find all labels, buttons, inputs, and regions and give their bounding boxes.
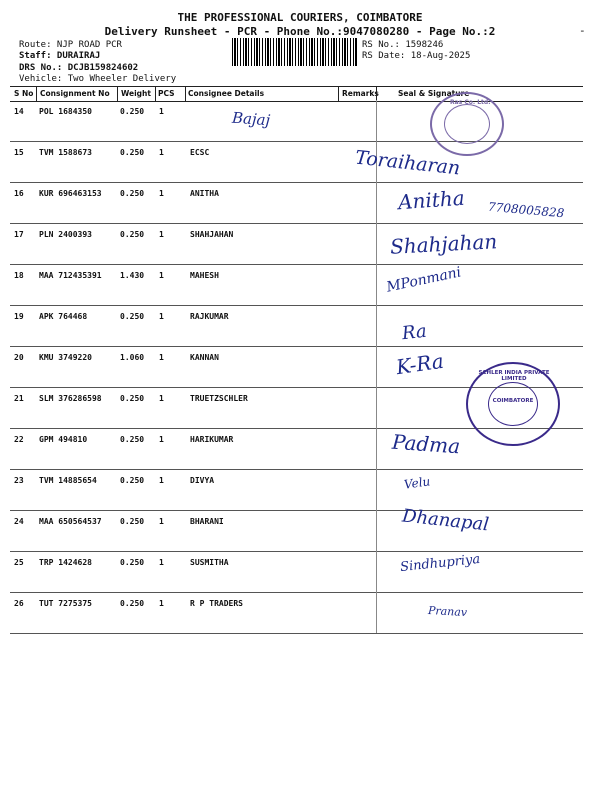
row-weight: 0.250	[120, 476, 145, 485]
barcode	[232, 38, 357, 66]
row-consignment-no: PLN 2400393	[39, 230, 92, 239]
stamp2-text: SCHLER INDIA PRIVATE LIMITED	[478, 370, 550, 382]
row-consignment-no: POL 1684350	[39, 107, 92, 116]
row-weight: 0.250	[120, 435, 145, 444]
signature-row14: Bajaj	[231, 108, 271, 130]
row-weight: 0.250	[120, 312, 145, 321]
signature-row24: Dhanapal	[401, 505, 490, 536]
row-consignee: SUSMITHA	[190, 558, 229, 567]
col-sno: S No	[14, 89, 34, 98]
row-weight: 0.250	[120, 107, 145, 116]
route-label: Route: NJP ROAD PCR	[19, 40, 122, 50]
drs-label: DRS No.: DCJB159824602	[19, 63, 139, 73]
seal-column-divider	[376, 100, 377, 633]
col-consignment: Consignment No	[40, 89, 110, 98]
table-row	[10, 469, 583, 511]
runsheet-subtitle: Delivery Runsheet - PCR - Phone No.:9047080280 - Page No.:2	[104, 25, 496, 38]
row-consignee: DIVYA	[190, 476, 215, 485]
row-consignment-no: TVM 1588673	[39, 148, 92, 157]
table-row	[10, 264, 583, 306]
row-pcs: 1	[159, 107, 164, 116]
row-consignee: SHAHJAHAN	[190, 230, 234, 239]
signature-row20: K-Ra	[394, 348, 446, 380]
stamp1-text: Ras Co. Ltd.	[450, 99, 491, 106]
row-sno: 26	[14, 599, 24, 608]
company-title: THE PROFESSIONAL COURIERS, COIMBATORE	[177, 11, 423, 24]
row-consignee: ECSC	[190, 148, 210, 157]
row-sno: 19	[14, 312, 24, 321]
row-sno: 24	[14, 517, 24, 526]
row-pcs: 1	[159, 394, 164, 403]
row-weight: 0.250	[120, 517, 145, 526]
row-pcs: 1	[159, 271, 164, 280]
row-pcs: 1	[159, 558, 164, 567]
row-consignment-no: SLM 376286598	[39, 394, 102, 403]
col-pcs: PCS	[158, 89, 175, 98]
company-stamp-1	[430, 92, 504, 156]
row-consignee: MAHESH	[190, 271, 219, 280]
signature-row17: Shahjahan	[389, 229, 498, 259]
row-sno: 25	[14, 558, 24, 567]
rs-number: RS No.: 1598246	[362, 40, 444, 50]
row-consignee: ANITHA	[190, 189, 219, 198]
signature-row15: Toraiharan	[354, 146, 462, 180]
table-row	[10, 592, 583, 634]
table-row	[10, 141, 583, 183]
row-sno: 22	[14, 435, 24, 444]
row-consignment-no: TVM 14885654	[39, 476, 97, 485]
col-consignee: Consignee Details	[188, 89, 265, 98]
signature-row25: Sindhupriya	[399, 551, 481, 576]
table-row	[10, 551, 583, 593]
signature-row18: MPonmani	[385, 264, 463, 296]
signature-row26: Pranav	[427, 603, 468, 620]
row-weight: 0.250	[120, 189, 145, 198]
signature-row19: Ra	[400, 320, 428, 345]
row-pcs: 1	[159, 189, 164, 198]
row-consignment-no: GPM 494810	[39, 435, 88, 444]
row-consignment-no: MAA 650564537	[39, 517, 102, 526]
row-weight: 0.250	[120, 394, 145, 403]
row-pcs: 1	[159, 148, 164, 157]
row-sno: 15	[14, 148, 24, 157]
table-row	[10, 510, 583, 552]
row-weight: 0.250	[120, 148, 145, 157]
row-pcs: 1	[159, 517, 164, 526]
row-consignment-no: TUT 7275375	[39, 599, 92, 608]
row-pcs: 1	[159, 312, 164, 321]
signature-row22: Padma	[391, 429, 461, 459]
row-consignee: TRUETZSCHLER	[190, 394, 248, 403]
row-consignee: KANNAN	[190, 353, 219, 362]
row-pcs: 1	[159, 353, 164, 362]
row-pcs: 1	[159, 435, 164, 444]
row-consignment-no: MAA 712435391	[39, 271, 102, 280]
row-sno: 21	[14, 394, 24, 403]
row-weight: 0.250	[120, 599, 145, 608]
row-consignment-no: TRP 1424628	[39, 558, 92, 567]
staff-label: Staff: DURAIRAJ	[19, 51, 101, 61]
vehicle-label: Vehicle: Two Wheeler Delivery	[19, 74, 177, 84]
row-pcs: 1	[159, 230, 164, 239]
row-sno: 23	[14, 476, 24, 485]
row-consignment-no: KUR 696463153	[39, 189, 102, 198]
row-weight: 1.060	[120, 353, 145, 362]
row-weight: 0.250	[120, 558, 145, 567]
row-sno: 18	[14, 271, 24, 280]
row-consignment-no: APK 764468	[39, 312, 88, 321]
row-consignee: RAJKUMAR	[190, 312, 229, 321]
row-consignment-no: KMU 3749220	[39, 353, 92, 362]
row-consignee: BHARANI	[190, 517, 224, 526]
rs-date: RS Date: 18-Aug-2025	[362, 51, 471, 61]
row-sno: 16	[14, 189, 24, 198]
company-stamp-2	[466, 362, 560, 446]
row-sno: 17	[14, 230, 24, 239]
col-remarks: Remarks	[342, 89, 379, 98]
row-pcs: 1	[159, 599, 164, 608]
stamp2-city: COIMBATORE	[492, 398, 534, 404]
col-seal: Seal & Signature	[398, 89, 470, 98]
signature-row23: Velu	[403, 474, 432, 492]
row-consignee: HARIKUMAR	[190, 435, 234, 444]
row-weight: 0.250	[120, 230, 145, 239]
row-sno: 20	[14, 353, 24, 362]
page-mark: -	[579, 24, 586, 37]
row-sno: 14	[14, 107, 24, 116]
col-weight: Weight	[121, 89, 151, 98]
row-weight: 1.430	[120, 271, 145, 280]
table-row	[10, 305, 583, 347]
phone-row16: 7708005828	[487, 199, 565, 221]
row-consignee: R P TRADERS	[190, 599, 243, 608]
row-pcs: 1	[159, 476, 164, 485]
signature-row16: Anitha	[397, 185, 466, 215]
